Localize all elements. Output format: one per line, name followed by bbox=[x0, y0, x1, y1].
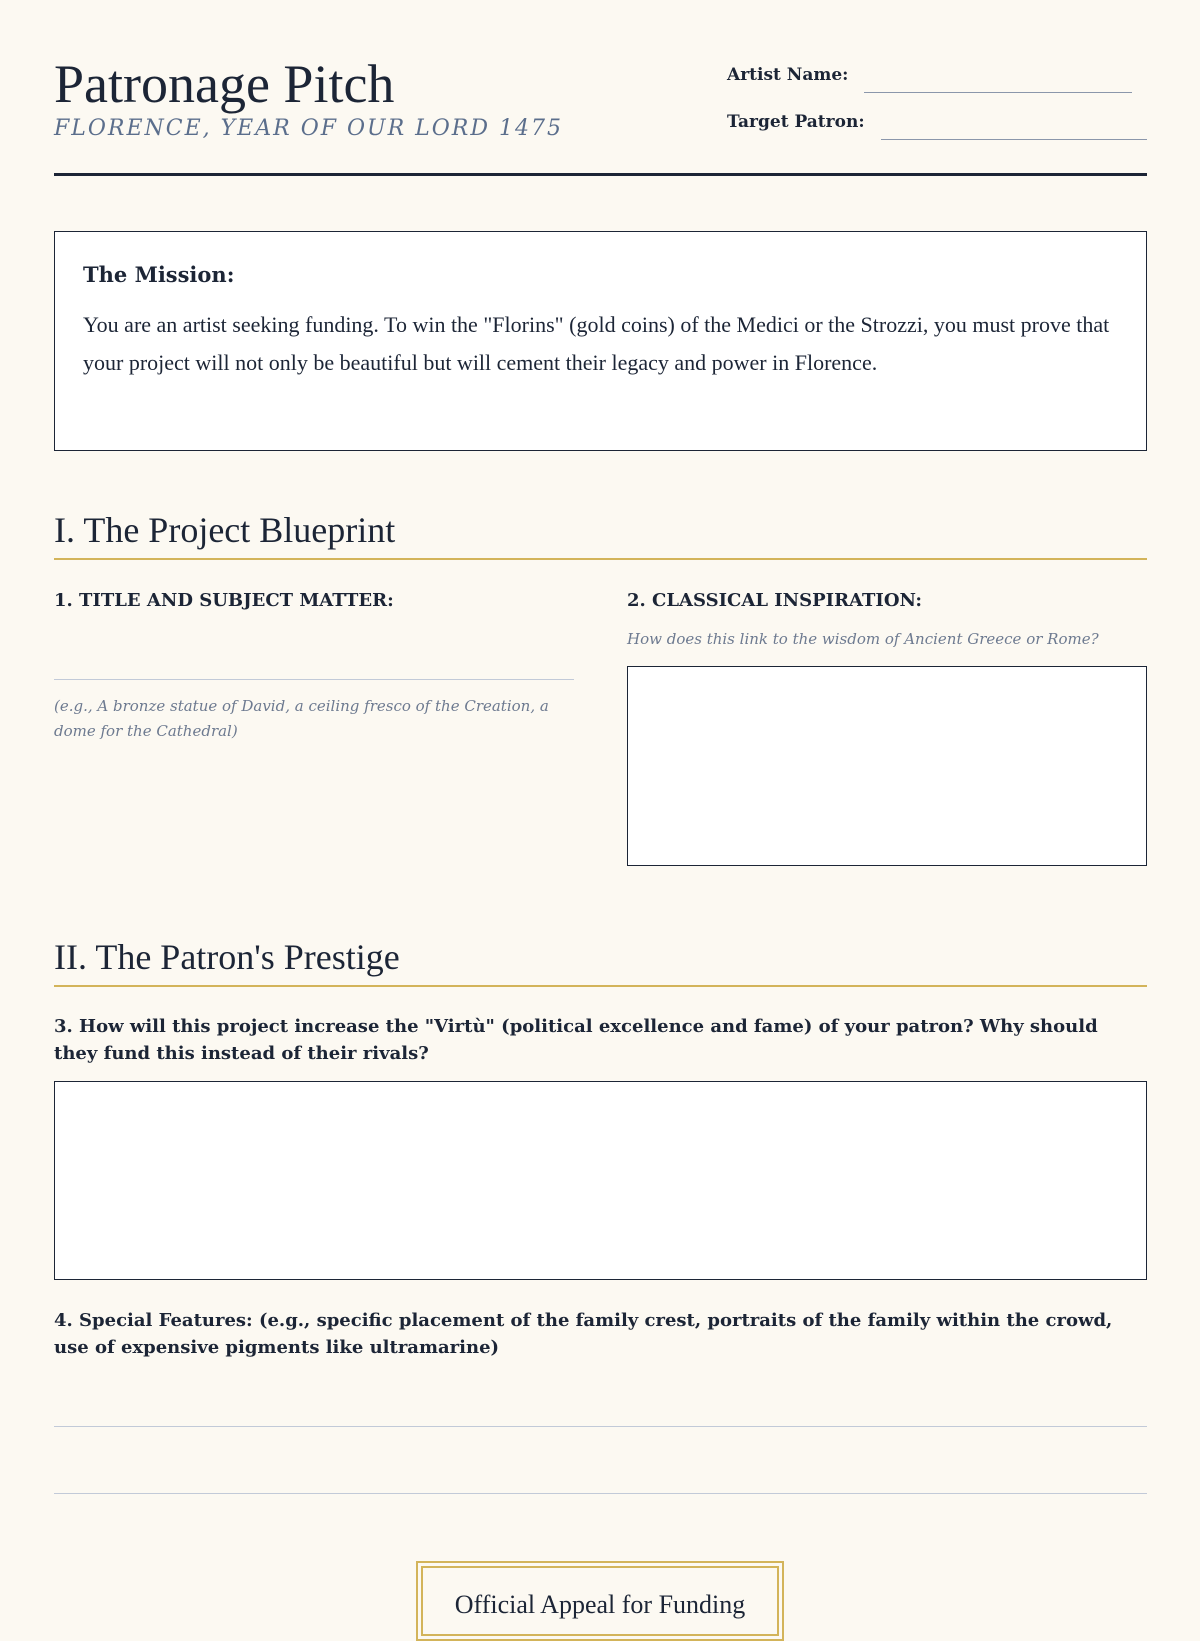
question-1-label: 1. TITLE AND SUBJECT MATTER: bbox=[54, 590, 394, 611]
question-2-hint: How does this link to the wisdom of Ancient Greece or Rome? bbox=[627, 630, 1099, 648]
page-subtitle: FLORENCE, YEAR OF OUR LORD 1475 bbox=[54, 116, 563, 141]
title-subject-field[interactable] bbox=[54, 679, 574, 680]
mission-title: The Mission: bbox=[83, 262, 235, 287]
section-2-title: II. The Patron's Prestige bbox=[54, 937, 400, 977]
question-2-label: 2. CLASSICAL INSPIRATION: bbox=[627, 590, 922, 611]
question-3-label: 3. How will this project increase the "Virtù" (political excellence and fame) of your patron? Why should they fund this instead of their rivals? bbox=[54, 1016, 1098, 1064]
section-1-title: I. The Project Blueprint bbox=[54, 510, 396, 550]
question-4-label: 4. Special Features: (e.g., specific placement of the family crest, portraits of the family within the crowd, use of expensive pigments like ultramarine) bbox=[54, 1310, 1113, 1358]
section-2-divider bbox=[54, 985, 1147, 987]
special-features-line-1[interactable] bbox=[54, 1426, 1147, 1427]
header-divider bbox=[54, 173, 1147, 176]
page-title: Patronage Pitch bbox=[54, 54, 395, 114]
section-1-divider bbox=[54, 558, 1147, 560]
mission-box bbox=[54, 231, 1147, 451]
target-patron-label: Target Patron: bbox=[727, 112, 865, 132]
artist-name-label: Artist Name: bbox=[727, 65, 849, 85]
special-features-line-2[interactable] bbox=[54, 1493, 1147, 1494]
seal-text: Official Appeal for Funding bbox=[421, 1566, 779, 1636]
artist-name-field[interactable] bbox=[864, 92, 1132, 93]
classical-inspiration-box[interactable] bbox=[627, 666, 1147, 866]
virtu-answer-box[interactable] bbox=[54, 1081, 1147, 1280]
target-patron-field[interactable] bbox=[881, 139, 1147, 140]
question-1-hint: (e.g., A bronze statue of David, a ceiling fresco of the Creation, a dome for the Cathedral) bbox=[54, 697, 549, 740]
mission-text: You are an artist seeking funding. To win the "Florins" (gold coins) of the Medici or the Strozzi, you must prove that your project will not only be beautiful but will cement their legacy and power in Florence. bbox=[83, 312, 1110, 375]
official-seal bbox=[416, 1561, 784, 1641]
